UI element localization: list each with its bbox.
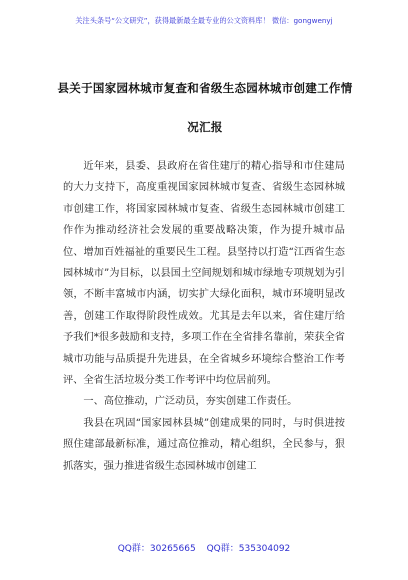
footer-qq-group-1: QQ群：30265665 bbox=[117, 544, 196, 554]
body-paragraph-intro: 近年来，县委、县政府在省住建厅的精心指导和市住建局的大力支持下，高度重视国家园林城市复查、省级生态园林城市创建工作，将国家园林城市复查、省级生态园林城市创建工作作为推动经济社会发展的重要战略决策，作为提升城市品位、增加百姓福祉的重要民生工程。县坚持以打造“江西省生态园林城市”为目标，以县国土空间规划和城市绿地专项规划为引领，不断丰富城市内涵，切实扩大绿化面积，城市环境明显改善，创建工作取得阶段性成效。尤其是去年以来，省住建厅给予我们*很多鼓励和支持，多项工作在全省排名靠前，荣获全省城市功能与品质提升先进县，在全省城乡环境综合整治工作考评、全省生活垃圾分类工作考评中均位居前列。 bbox=[63, 161, 345, 387]
header-note: 关注头条号“公文研究”，获得最新最全最专业的公文资料库！ 微信：gongwenyj bbox=[75, 16, 333, 25]
document-body bbox=[63, 156, 345, 477]
document-title-line1: 县关于国家园林城市复查和省级生态园林城市创建工作情 bbox=[57, 81, 353, 95]
footer-qq-group-2: QQ群：535304092 bbox=[206, 544, 291, 554]
footer-contact bbox=[0, 541, 408, 554]
document-title-line2: 况汇报 bbox=[187, 120, 223, 134]
body-paragraph-section1: 我县在巩固“国家园林县城”创建成果的同时，与时俱进按照住建部最新标准，通过高位推动，精心组织，全民参与，狠抓落实，强力推进省级生态园林城市创建工 bbox=[63, 417, 345, 472]
section-heading-1: 一、高位推动，广泛动员，夯实创建工作责任。 bbox=[83, 396, 298, 408]
